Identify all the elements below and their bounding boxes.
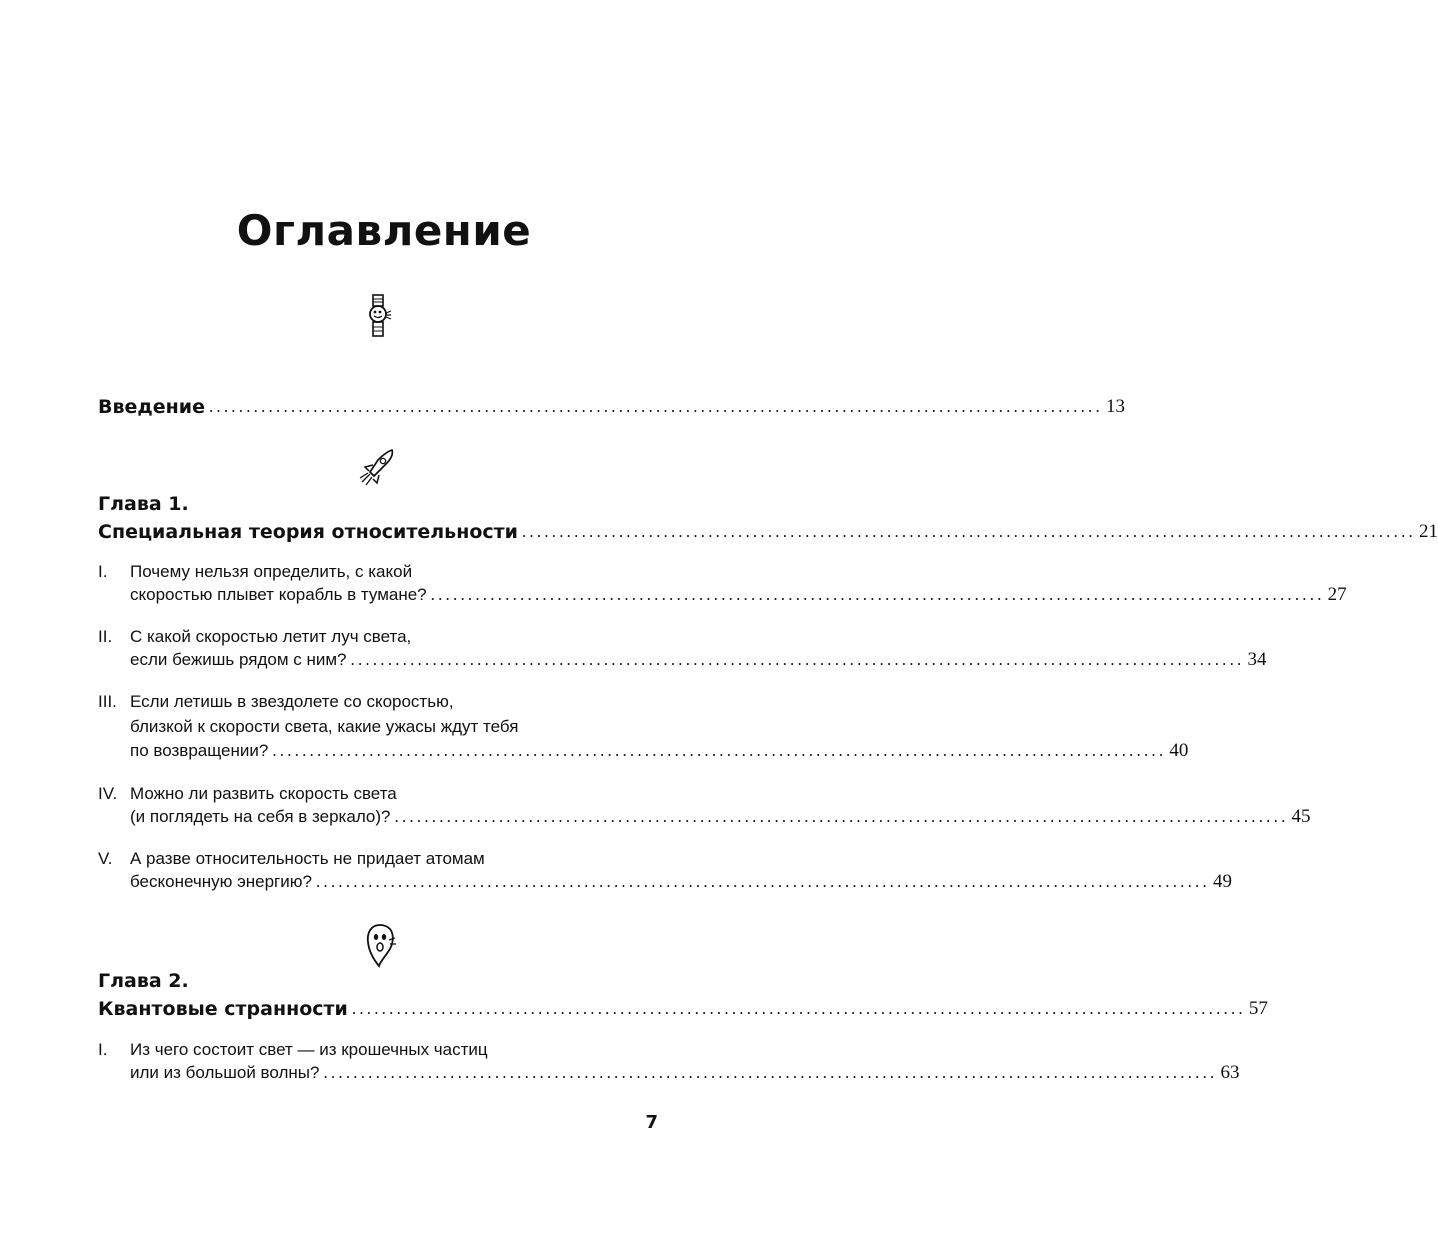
section-number: II.	[98, 627, 113, 646]
dot-leader: ........................................................................................................................	[272, 741, 1167, 760]
toc-page-number: 63	[1220, 1062, 1240, 1083]
ghost-icon	[364, 922, 398, 968]
section-number: I.	[98, 1040, 108, 1059]
section-title-line: или из большой волны?	[130, 1063, 320, 1082]
toc-entry-section[interactable]	[130, 869, 1232, 895]
toc-page-number: 27	[1327, 584, 1347, 605]
chapter-heading: Глава 1.	[98, 493, 189, 515]
toc-entry-section[interactable]	[130, 582, 1347, 608]
toc-entry-section[interactable]	[130, 647, 1267, 673]
dot-leader: ........................................................................................................................	[394, 807, 1289, 826]
toc-entry-label: Специальная теория относительности	[98, 521, 518, 543]
toc-page-number: 45	[1291, 806, 1311, 827]
section-title-line: Можно ли развить скорость света	[130, 784, 397, 803]
section-title-line: Из чего состоит свет — из крошечных частиц	[130, 1040, 488, 1059]
dot-leader: ........................................................................................................................	[430, 585, 1325, 604]
toc-page-number: 57	[1248, 998, 1268, 1019]
toc-page-number: 21	[1418, 521, 1438, 542]
toc-entry-section[interactable]	[130, 738, 1189, 764]
page-title: Оглавление	[236, 206, 532, 255]
rocket-icon	[356, 446, 398, 488]
wristwatch-icon	[364, 294, 394, 338]
toc-page-number: 34	[1247, 649, 1267, 670]
dot-leader: ........................................................................................................................	[208, 397, 1103, 416]
chapter-heading: Глава 2.	[98, 970, 189, 992]
toc-entry-label: Квантовые странности	[98, 998, 348, 1020]
toc-page-number: 13	[1105, 396, 1125, 417]
section-number: I.	[98, 562, 108, 581]
dot-leader: ........................................................................................................................	[351, 999, 1246, 1018]
section-title-line: по возвращении?	[130, 741, 269, 760]
section-number: III.	[98, 692, 117, 711]
section-title-line: Если летишь в звездолете со скоростью,	[130, 692, 454, 711]
toc-entry-chapter-2[interactable]	[98, 996, 1268, 1022]
section-title-line: близкой к скорости света, какие ужасы ждут тебя	[130, 717, 519, 736]
section-title-line: скоростью плывет корабль в тумане?	[130, 585, 427, 604]
section-title-line: бесконечную энергию?	[130, 872, 312, 891]
page-number: 7	[645, 1112, 658, 1133]
dot-leader: ........................................................................................................................	[315, 872, 1210, 891]
toc-entry-section[interactable]	[130, 1060, 1240, 1086]
dot-leader: ........................................................................................................................	[350, 650, 1245, 669]
section-title-line: Почему нельзя определить, с какой	[130, 562, 413, 581]
toc-entry-intro[interactable]	[98, 394, 1125, 420]
toc-entry-label: Введение	[98, 396, 205, 418]
toc-page-number: 49	[1212, 871, 1232, 892]
section-number: IV.	[98, 784, 118, 803]
section-number: V.	[98, 849, 113, 868]
section-title-line: С какой скоростью летит луч света,	[130, 627, 412, 646]
section-title-line: А разве относительность не придает атомам	[130, 849, 485, 868]
toc-entry-chapter-1[interactable]	[98, 519, 1438, 545]
toc-page-number: 40	[1169, 740, 1189, 761]
toc-entry-section[interactable]	[130, 804, 1311, 830]
dot-leader: ........................................................................................................................	[323, 1063, 1218, 1082]
section-title-line: если бежишь рядом с ним?	[130, 650, 347, 669]
section-title-line: (и поглядеть на себя в зеркало)?	[130, 807, 391, 826]
dot-leader: ........................................................................................................................	[521, 522, 1416, 541]
